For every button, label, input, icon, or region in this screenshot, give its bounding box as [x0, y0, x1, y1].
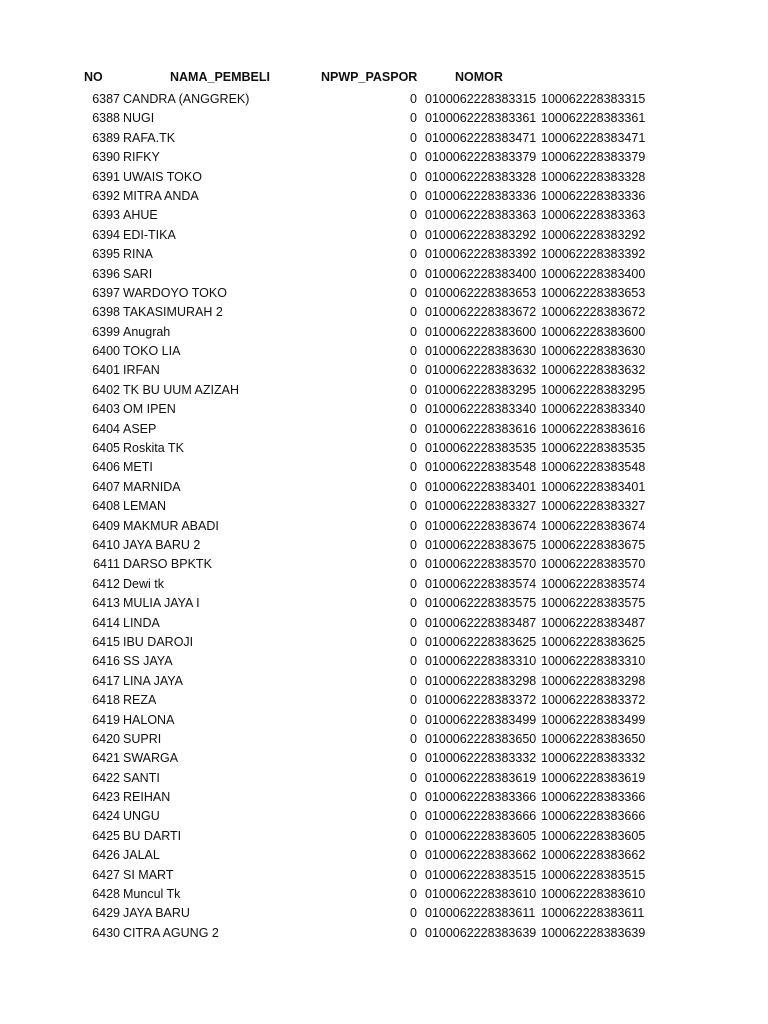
table-row	[0, 846, 768, 865]
cell-nomor-2: 100062228383372	[541, 693, 646, 708]
cell-npwp-paspor: 0	[410, 382, 417, 397]
cell-nomor: 0100062228383630	[425, 344, 537, 359]
header-nama-pembeli: NAMA_PEMBELI	[170, 70, 271, 84]
cell-nama-pembeli: LEMAN	[123, 499, 167, 514]
table-row	[0, 265, 768, 284]
cell-no: 6398	[92, 305, 120, 320]
table-row	[0, 439, 768, 458]
cell-nomor-2: 100062228383363	[541, 208, 646, 223]
cell-nama-pembeli: NUGI	[123, 111, 155, 126]
cell-nama-pembeli: SI MART	[123, 867, 174, 882]
table-header	[0, 70, 768, 88]
cell-nama-pembeli: METI	[123, 460, 153, 475]
cell-npwp-paspor: 0	[410, 324, 417, 339]
cell-nama-pembeli: IBU DAROJI	[123, 634, 194, 649]
cell-npwp-paspor: 0	[410, 848, 417, 863]
table-row	[0, 361, 768, 380]
cell-nama-pembeli: CITRA AGUNG 2	[123, 925, 219, 940]
table-row	[0, 827, 768, 846]
table-row	[0, 691, 768, 710]
table-row	[0, 749, 768, 768]
cell-npwp-paspor: 0	[410, 188, 417, 203]
table-row	[0, 904, 768, 923]
cell-npwp-paspor: 0	[410, 247, 417, 262]
cell-nomor-2: 100062228383625	[541, 634, 646, 649]
cell-nama-pembeli: JAYA BARU	[123, 906, 190, 921]
cell-nomor: 0100062228383327	[425, 499, 537, 514]
cell-npwp-paspor: 0	[410, 441, 417, 456]
cell-nomor-2: 100062228383574	[541, 576, 646, 591]
cell-nomor-2: 100062228383675	[541, 537, 646, 552]
table-row	[0, 536, 768, 555]
cell-nama-pembeli: UNGU	[123, 809, 160, 824]
cell-no: 6391	[92, 169, 120, 184]
cell-nomor-2: 100062228383548	[541, 460, 646, 475]
cell-nomor: 0100062228383605	[425, 828, 537, 843]
table-row	[0, 168, 768, 187]
cell-nomor: 0100062228383332	[425, 751, 537, 766]
cell-nomor: 0100062228383611	[425, 906, 536, 921]
cell-no: 6405	[92, 441, 120, 456]
cell-npwp-paspor: 0	[410, 479, 417, 494]
table-row	[0, 866, 768, 885]
cell-nomor-2: 100062228383379	[541, 150, 646, 165]
table-row	[0, 226, 768, 245]
cell-nomor: 0100062228383625	[425, 634, 537, 649]
cell-no: 6397	[92, 285, 120, 300]
cell-nomor-2: 100062228383639	[541, 925, 646, 940]
cell-nama-pembeli: MULIA JAYA I	[123, 596, 200, 611]
cell-nomor: 0100062228383499	[425, 712, 537, 727]
table-row	[0, 90, 768, 109]
table-row	[0, 478, 768, 497]
cell-nomor-2: 100062228383400	[541, 266, 646, 281]
cell-npwp-paspor: 0	[410, 537, 417, 552]
header-no: NO	[84, 70, 103, 84]
cell-nomor-2: 100062228383535	[541, 441, 646, 456]
cell-nama-pembeli: LINDA	[123, 615, 160, 630]
cell-nama-pembeli: ASEP	[123, 421, 157, 436]
table-row	[0, 129, 768, 148]
table-row	[0, 148, 768, 167]
table-row	[0, 788, 768, 807]
cell-nomor-2: 100062228383605	[541, 828, 646, 843]
table-row	[0, 497, 768, 516]
cell-nomor: 0100062228383295	[425, 382, 537, 397]
cell-nomor-2: 100062228383366	[541, 790, 646, 805]
cell-npwp-paspor: 0	[410, 809, 417, 824]
cell-no: 6404	[92, 421, 120, 436]
table-row	[0, 303, 768, 322]
cell-nomor: 0100062228383298	[425, 673, 537, 688]
table-row	[0, 109, 768, 128]
cell-nomor-2: 100062228383328	[541, 169, 646, 184]
cell-no: 6399	[92, 324, 120, 339]
cell-nama-pembeli: WARDOYO TOKO	[123, 285, 227, 300]
cell-no: 6422	[92, 770, 120, 785]
cell-npwp-paspor: 0	[410, 150, 417, 165]
cell-no: 6425	[92, 828, 120, 843]
cell-npwp-paspor: 0	[410, 654, 417, 669]
cell-no: 6406	[92, 460, 120, 475]
table-row	[0, 711, 768, 730]
cell-nama-pembeli: BU DARTI	[123, 828, 182, 843]
cell-nomor-2: 100062228383630	[541, 344, 646, 359]
table-row	[0, 420, 768, 439]
cell-nomor-2: 100062228383653	[541, 285, 646, 300]
cell-npwp-paspor: 0	[410, 460, 417, 475]
cell-npwp-paspor: 0	[410, 693, 417, 708]
cell-nomor: 0100062228383401	[425, 479, 537, 494]
cell-nomor: 0100062228383616	[425, 421, 537, 436]
cell-nomor-2: 100062228383610	[541, 887, 646, 902]
cell-no: 6421	[92, 751, 120, 766]
cell-no: 6420	[92, 731, 120, 746]
cell-no: 6390	[92, 150, 120, 165]
cell-npwp-paspor: 0	[410, 712, 417, 727]
cell-npwp-paspor: 0	[410, 576, 417, 591]
cell-no: 6411	[93, 557, 120, 572]
cell-nomor-2: 100062228383392	[541, 247, 646, 262]
cell-nama-pembeli: MARNIDA	[123, 479, 181, 494]
cell-nama-pembeli: EDI-TIKA	[123, 227, 176, 242]
cell-no: 6428	[92, 887, 120, 902]
cell-nama-pembeli: IRFAN	[123, 363, 160, 378]
cell-npwp-paspor: 0	[410, 169, 417, 184]
cell-no: 6417	[92, 673, 120, 688]
table-row	[0, 652, 768, 671]
cell-nomor-2: 100062228383650	[541, 731, 646, 746]
cell-no: 6424	[92, 809, 120, 824]
header-npwp-paspor: NPWP_PASPOR	[321, 70, 418, 84]
cell-nomor-2: 100062228383575	[541, 596, 646, 611]
cell-no: 6396	[92, 266, 120, 281]
cell-npwp-paspor: 0	[410, 499, 417, 514]
cell-nomor: 0100062228383379	[425, 150, 537, 165]
cell-nama-pembeli: RINA	[123, 247, 153, 262]
cell-no: 6388	[92, 111, 120, 126]
table-row	[0, 342, 768, 361]
cell-npwp-paspor: 0	[410, 266, 417, 281]
cell-npwp-paspor: 0	[410, 518, 417, 533]
cell-no: 6392	[92, 188, 120, 203]
cell-nomor: 0100062228383674	[425, 518, 537, 533]
cell-nomor: 0100062228383619	[425, 770, 537, 785]
table-row	[0, 769, 768, 788]
cell-nama-pembeli: MITRA ANDA	[123, 188, 199, 203]
cell-nama-pembeli: SARI	[123, 266, 153, 281]
cell-nama-pembeli: SWARGA	[123, 751, 179, 766]
cell-no: 6387	[92, 92, 120, 106]
cell-no: 6409	[92, 518, 120, 533]
cell-npwp-paspor: 0	[410, 615, 417, 630]
table-row	[0, 517, 768, 536]
cell-nomor-2: 100062228383327	[541, 499, 646, 514]
cell-nama-pembeli: Roskita TK	[123, 441, 184, 456]
cell-nomor-2: 100062228383672	[541, 305, 646, 320]
cell-nama-pembeli: RIFKY	[123, 150, 160, 165]
cell-nomor-2: 100062228383292	[541, 227, 646, 242]
cell-npwp-paspor: 0	[410, 634, 417, 649]
cell-nomor-2: 100062228383340	[541, 402, 646, 417]
cell-no: 6416	[92, 654, 120, 669]
cell-npwp-paspor: 0	[410, 925, 417, 940]
cell-nama-pembeli: LINA JAYA	[123, 673, 183, 688]
cell-nomor: 0100062228383610	[425, 887, 537, 902]
cell-no: 6401	[92, 363, 120, 378]
cell-nomor-2: 100062228383616	[541, 421, 646, 436]
cell-nomor-2: 100062228383315	[541, 92, 646, 106]
cell-nomor: 0100062228383570	[425, 557, 537, 572]
cell-npwp-paspor: 0	[410, 887, 417, 902]
cell-nama-pembeli: Dewi tk	[123, 576, 164, 591]
cell-nomor: 0100062228383366	[425, 790, 537, 805]
cell-npwp-paspor: 0	[410, 557, 417, 572]
cell-npwp-paspor: 0	[410, 673, 417, 688]
cell-nomor-2: 100062228383295	[541, 382, 646, 397]
cell-nomor-2: 100062228383666	[541, 809, 646, 824]
cell-no: 6427	[92, 867, 120, 882]
cell-nomor-2: 100062228383600	[541, 324, 646, 339]
cell-npwp-paspor: 0	[410, 344, 417, 359]
table-body	[0, 90, 768, 943]
cell-nomor-2: 100062228383662	[541, 848, 646, 863]
cell-nama-pembeli: TOKO LIA	[123, 344, 181, 359]
cell-nomor: 0100062228383471	[425, 130, 537, 145]
cell-nama-pembeli: REZA	[123, 693, 157, 708]
cell-nomor: 0100062228383600	[425, 324, 537, 339]
cell-nomor-2: 100062228383361	[541, 111, 646, 126]
cell-nomor-2: 100062228383611	[541, 906, 645, 921]
cell-npwp-paspor: 0	[410, 906, 417, 921]
cell-nomor: 0100062228383574	[425, 576, 537, 591]
cell-no: 6393	[92, 208, 120, 223]
cell-nama-pembeli: AHUE	[123, 208, 158, 223]
cell-npwp-paspor: 0	[410, 363, 417, 378]
cell-no: 6407	[92, 479, 120, 494]
cell-no: 6429	[92, 906, 120, 921]
table-row	[0, 284, 768, 303]
cell-no: 6413	[92, 596, 120, 611]
cell-no: 6395	[92, 247, 120, 262]
cell-nomor: 0100062228383535	[425, 441, 537, 456]
cell-nomor-2: 100062228383515	[541, 867, 646, 882]
cell-nomor: 0100062228383328	[425, 169, 537, 184]
cell-nomor: 0100062228383653	[425, 285, 537, 300]
table-row	[0, 323, 768, 342]
cell-nama-pembeli: HALONA	[123, 712, 175, 727]
cell-npwp-paspor: 0	[410, 867, 417, 882]
cell-npwp-paspor: 0	[410, 92, 417, 106]
cell-nama-pembeli: TK BU UUM AZIZAH	[123, 382, 239, 397]
cell-npwp-paspor: 0	[410, 227, 417, 242]
cell-nama-pembeli: UWAIS TOKO	[123, 169, 202, 184]
cell-npwp-paspor: 0	[410, 402, 417, 417]
table-row	[0, 555, 768, 574]
cell-npwp-paspor: 0	[410, 130, 417, 145]
table-row	[0, 381, 768, 400]
cell-nomor: 0100062228383515	[425, 867, 537, 882]
cell-no: 6415	[92, 634, 120, 649]
cell-no: 6408	[92, 499, 120, 514]
cell-npwp-paspor: 0	[410, 305, 417, 320]
cell-npwp-paspor: 0	[410, 790, 417, 805]
table-row	[0, 672, 768, 691]
cell-npwp-paspor: 0	[410, 421, 417, 436]
cell-no: 6389	[92, 130, 120, 145]
table-row	[0, 400, 768, 419]
cell-npwp-paspor: 0	[410, 828, 417, 843]
cell-nomor: 0100062228383548	[425, 460, 537, 475]
cell-nomor-2: 100062228383619	[541, 770, 646, 785]
table-row	[0, 458, 768, 477]
cell-nama-pembeli: RAFA.TK	[123, 130, 176, 145]
cell-nomor-2: 100062228383570	[541, 557, 646, 572]
table-row	[0, 614, 768, 633]
cell-nama-pembeli: SS JAYA	[123, 654, 173, 669]
cell-no: 6430	[92, 925, 120, 940]
cell-npwp-paspor: 0	[410, 751, 417, 766]
cell-nama-pembeli: MAKMUR ABADI	[123, 518, 219, 533]
table-row	[0, 730, 768, 749]
cell-npwp-paspor: 0	[410, 596, 417, 611]
cell-nomor-2: 100062228383674	[541, 518, 646, 533]
cell-nomor: 0100062228383639	[425, 925, 537, 940]
header-nomor: NOMOR	[455, 70, 503, 84]
table-row	[0, 187, 768, 206]
cell-nomor: 0100062228383336	[425, 188, 537, 203]
cell-no: 6394	[92, 227, 120, 242]
cell-nomor: 0100062228383487	[425, 615, 537, 630]
cell-nama-pembeli: CANDRA (ANGGREK)	[123, 92, 250, 106]
cell-nomor: 0100062228383310	[425, 654, 537, 669]
cell-nomor-2: 100062228383332	[541, 751, 646, 766]
cell-nomor: 0100062228383372	[425, 693, 537, 708]
cell-npwp-paspor: 0	[410, 770, 417, 785]
cell-nomor: 0100062228383650	[425, 731, 537, 746]
cell-npwp-paspor: 0	[410, 731, 417, 746]
cell-npwp-paspor: 0	[410, 208, 417, 223]
cell-nama-pembeli: SUPRI	[123, 731, 162, 746]
cell-npwp-paspor: 0	[410, 285, 417, 300]
table-row	[0, 633, 768, 652]
table-row	[0, 206, 768, 225]
cell-nomor-2: 100062228383499	[541, 712, 646, 727]
cell-nama-pembeli: REIHAN	[123, 790, 171, 805]
cell-nomor: 0100062228383575	[425, 596, 537, 611]
cell-nomor: 0100062228383662	[425, 848, 537, 863]
cell-nomor-2: 100062228383401	[541, 479, 646, 494]
cell-nomor: 0100062228383315	[425, 92, 537, 106]
cell-nomor: 0100062228383361	[425, 111, 537, 126]
cell-nomor: 0100062228383292	[425, 227, 537, 242]
table-row	[0, 245, 768, 264]
table-row	[0, 575, 768, 594]
cell-npwp-paspor: 0	[410, 111, 417, 126]
cell-no: 6412	[92, 576, 120, 591]
table-row	[0, 807, 768, 826]
cell-nomor: 0100062228383340	[425, 402, 537, 417]
cell-nomor-2: 100062228383487	[541, 615, 646, 630]
cell-nomor-2: 100062228383336	[541, 188, 646, 203]
cell-no: 6419	[92, 712, 120, 727]
cell-no: 6414	[92, 615, 120, 630]
cell-no: 6426	[92, 848, 120, 863]
cell-nomor-2: 100062228383632	[541, 363, 646, 378]
cell-nomor: 0100062228383675	[425, 537, 537, 552]
cell-nomor: 0100062228383400	[425, 266, 537, 281]
cell-nama-pembeli: JAYA BARU 2	[123, 537, 201, 552]
cell-nama-pembeli: Anugrah	[123, 324, 171, 339]
cell-nomor: 0100062228383363	[425, 208, 537, 223]
cell-nomor-2: 100062228383471	[541, 130, 646, 145]
table-row	[0, 594, 768, 613]
cell-nama-pembeli: DARSO BPKTK	[123, 557, 212, 572]
cell-nomor: 0100062228383632	[425, 363, 537, 378]
cell-no: 6402	[92, 382, 120, 397]
cell-no: 6423	[92, 790, 120, 805]
cell-nomor: 0100062228383672	[425, 305, 537, 320]
cell-nomor-2: 100062228383298	[541, 673, 646, 688]
cell-nomor-2: 100062228383310	[541, 654, 646, 669]
cell-nama-pembeli: Muncul Tk	[123, 887, 181, 902]
table-row	[0, 924, 768, 943]
cell-nomor: 0100062228383666	[425, 809, 537, 824]
cell-nama-pembeli: SANTI	[123, 770, 160, 785]
cell-nama-pembeli: OM IPEN	[123, 402, 176, 417]
table-row	[0, 885, 768, 904]
cell-nama-pembeli: TAKASIMURAH 2	[123, 305, 223, 320]
cell-no: 6418	[92, 693, 120, 708]
cell-no: 6410	[92, 537, 120, 552]
cell-no: 6400	[92, 344, 120, 359]
cell-nomor: 0100062228383392	[425, 247, 537, 262]
cell-no: 6403	[92, 402, 120, 417]
cell-nama-pembeli: JALAL	[123, 848, 160, 863]
